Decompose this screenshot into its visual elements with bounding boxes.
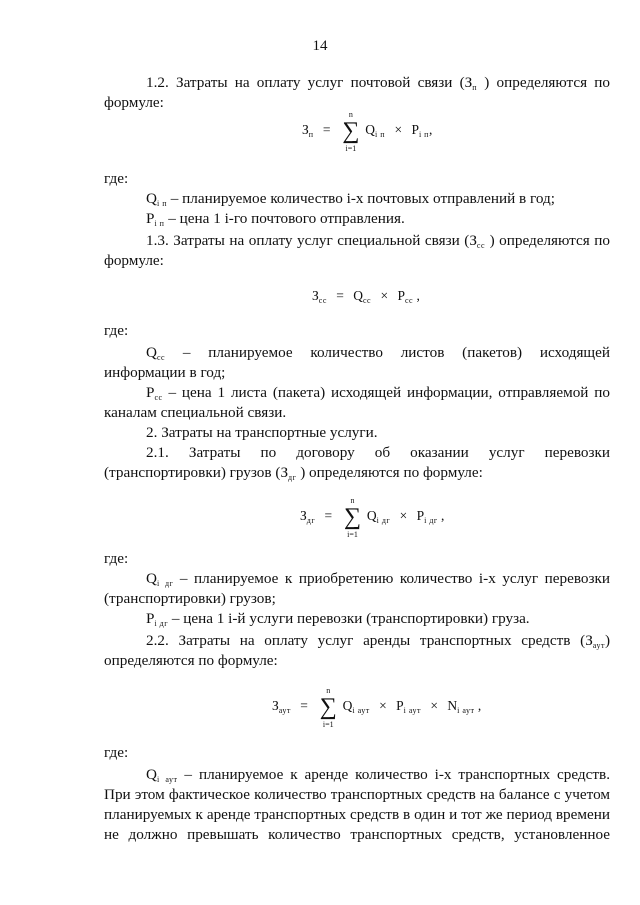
where-label-3: где: bbox=[104, 550, 129, 567]
definition-q-dg-line-2: (транспортировки) грузов; bbox=[104, 590, 276, 607]
paragraph-2-1-line-2: (транспортировки) грузов ($З_{дг}$ ) определяются по формуле: bbox=[104, 464, 483, 482]
paragraph-1-2-line-1: 1.2. Затраты на оплату услуг почтовой связи ($З_п$ ) определяются по bbox=[146, 74, 610, 97]
definition-q-aut-line-2: При этом фактическое количество транспортных средств на балансе с учетом bbox=[104, 786, 610, 803]
section-2-heading: 2. Затраты на транспортные услуги. bbox=[146, 424, 378, 441]
definition-p-ss-line-1: $P_{сс}$ – цена 1 листа (пакета) исходящей информации, отправляемой по bbox=[146, 384, 610, 402]
formula-vehicle-rental: $З_{аут}$ = n ∑ i=1 $Q_{i аут} \times P_{i аут} \times N_{i аут}$ , bbox=[272, 686, 482, 729]
definition-q-aut-line-1: $Q_{i аут}$ – планируемое к аренде количество i-х транспортных средств. bbox=[146, 766, 610, 784]
definition-p-dg: $P_{i дг}$ – цена 1 i-й услуги перевозки (транспортировки) груза. bbox=[146, 610, 530, 628]
paragraph-1-3-line-2: формуле: bbox=[104, 252, 164, 269]
definition-q-dg-line-1: $Q_{i дг}$ – планируемое к приобретению количество i-х услуг перевозки bbox=[146, 570, 610, 588]
sigma-sum: n ∑ i=1 bbox=[342, 110, 360, 153]
definition-q-aut-line-4: не должно превышать количество транспортных средств, установленное bbox=[104, 826, 610, 843]
paragraph-1-3-line-1: 1.3. Затраты на оплату услуг специальной связи ($З_{сс}$ ) определяются по bbox=[146, 232, 610, 250]
definition-q-ip: $Q_{i п}$ – планируемое количество i-х почтовых отправлений в год; bbox=[146, 190, 555, 208]
paragraph-2-2-line-2: определяются по формуле: bbox=[104, 652, 278, 669]
where-label-4: где: bbox=[104, 744, 129, 761]
symbol-z-p: $З_п$ bbox=[464, 74, 478, 92]
formula-freight: $З_{дг}$ = n ∑ i=1 $Q_{i дг} \times P_{i дг}$ , bbox=[300, 496, 445, 539]
formula-special: $З_{сс} = Q_{сс} \times P_{сс}$ , bbox=[312, 288, 420, 305]
paragraph-1-2-line-2: формуле: bbox=[104, 94, 164, 111]
definition-p-ip: $P_{i п}$ – цена 1 i-го почтового отправления. bbox=[146, 210, 405, 228]
page-number: 14 bbox=[312, 38, 328, 54]
where-label-1: где: bbox=[104, 170, 129, 187]
definition-q-ss-line-1: $Q_{сс}$ – планируемое количество листов (пакетов) исходящей bbox=[146, 344, 610, 362]
paragraph-2-1-line-1: 2.1. Затраты по договору об оказании услуг перевозки bbox=[146, 444, 610, 461]
definition-q-aut-line-3: планируемых к аренде транспортных средств в один и тот же период времени bbox=[104, 806, 610, 823]
where-label-2: где: bbox=[104, 322, 129, 339]
formula-postal: $З_п$ = n ∑ i=1 $Q_{i п} \times P_{i п}$, bbox=[302, 110, 433, 153]
paragraph-2-2-line-1: 2.2. Затраты на оплату услуг аренды транспортных средств $(З_{аут})$ bbox=[146, 632, 610, 650]
definition-q-ss-line-2: информации в год; bbox=[104, 364, 226, 381]
definition-p-ss-line-2: каналам специальной связи. bbox=[104, 404, 287, 421]
